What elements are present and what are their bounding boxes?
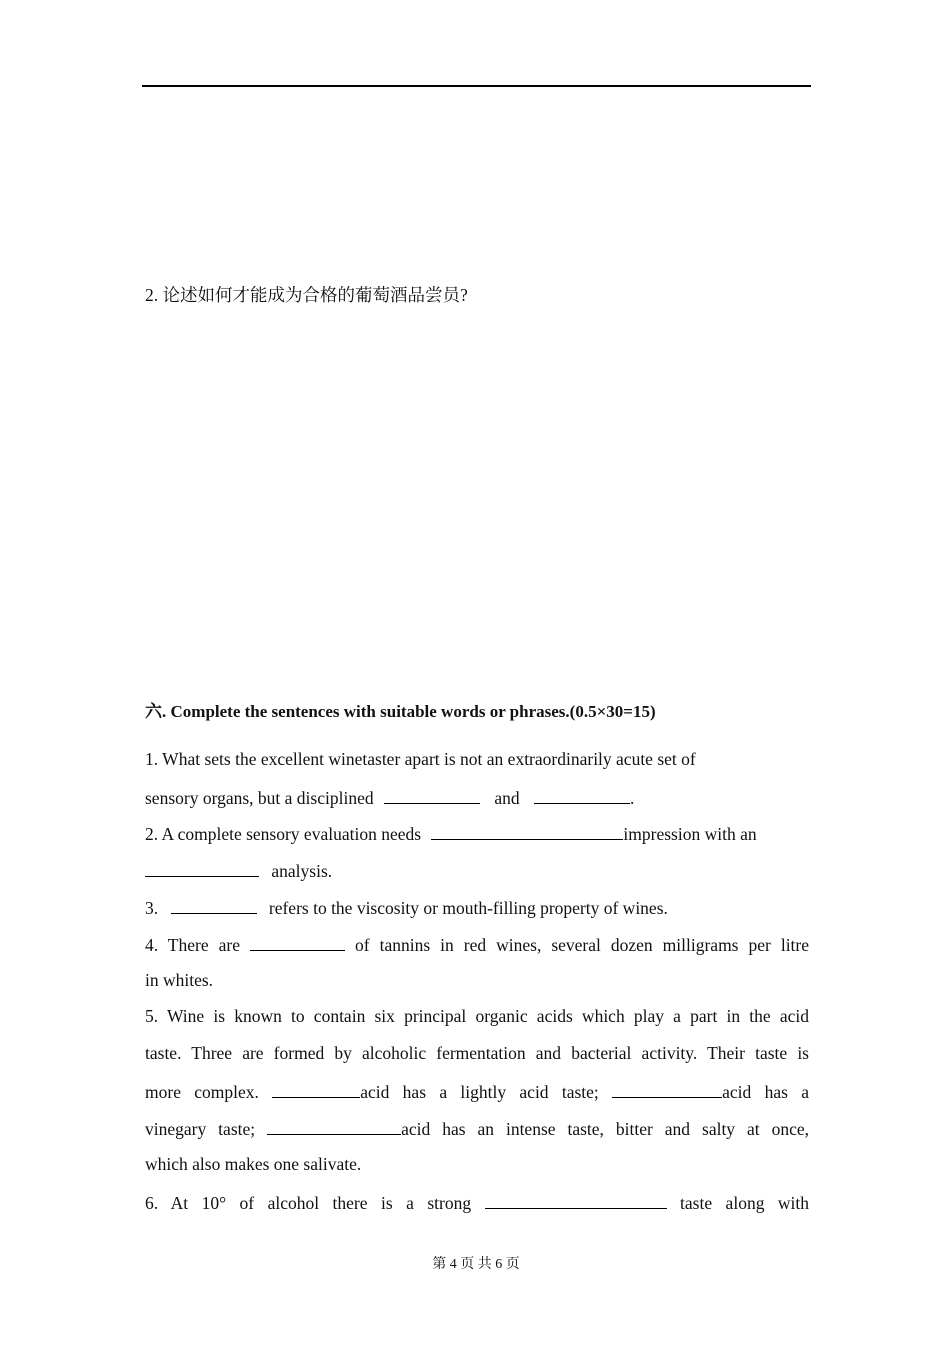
blank-3[interactable] [171,898,257,914]
sentence-1-text-b: and [494,788,520,808]
blank-5a[interactable] [272,1082,360,1098]
question-2: 2. 论述如何才能成为合格的葡萄酒品尝员? [145,285,468,305]
sentence-5-line-2: taste. Three are formed by alcoholic fermentation and bacterial activity. Their taste is [145,1043,809,1063]
section-6-heading: 六. Complete the sentences with suitable words or phrases.(0.5×30=15) [145,702,656,721]
sentence-1-text-a: sensory organs, but a disciplined [145,788,374,808]
header-rule [142,85,811,87]
sentence-5-text-d: vinegary taste; [145,1119,256,1139]
sentence-4-text-a: 4. There are [145,935,240,955]
blank-1b[interactable] [534,788,630,804]
sentence-2-text-b: impression with an [623,824,757,844]
sentence-1-text-c: . [630,788,635,808]
sentence-2-text-a: 2. A complete sensory evaluation needs [145,824,422,844]
sentence-2-line-1 [145,824,757,844]
blank-2a[interactable] [431,824,623,840]
sentence-1-line-1: 1. What sets the excellent winetaster apart is not an extraordinarily acute set of [145,749,696,769]
sentence-2-text-c: analysis. [271,861,333,881]
sentence-5-text-c: acid has a [722,1082,809,1102]
sentence-4-line-1 [145,935,809,955]
sentence-2-line-2 [145,861,332,881]
blank-5b[interactable] [612,1082,722,1098]
sentence-4-text-b: of tannins in red wines, several dozen milligrams per litre [355,935,810,955]
sentence-5-text-b: acid has a lightly acid taste; [360,1082,599,1102]
sentence-5-line-5: which also makes one salivate. [145,1154,362,1174]
blank-1a[interactable] [384,788,480,804]
sentence-3-text-b: refers to the viscosity or mouth-filling property of wines. [268,898,668,918]
sentence-6-text-a: 6. At 10° of alcohol there is a strong [145,1193,472,1213]
blank-6[interactable] [485,1193,667,1209]
sentence-5-line-1: 5. Wine is known to contain six principal organic acids which play a part in the acid [145,1006,809,1026]
sentence-5-line-4 [145,1119,809,1139]
sentence-4-line-2: in whites. [145,970,214,990]
blank-2b[interactable] [145,861,259,877]
sentence-5-text-a: more complex. [145,1082,259,1102]
sentence-5-line-3 [145,1082,809,1102]
sentence-6-line-1 [145,1193,809,1213]
sentence-3-text-a: 3. [145,898,159,918]
sentence-1-line-2 [145,788,634,808]
sentence-6-text-b: taste along with [680,1193,810,1213]
sentence-5-text-e: acid has an intense taste, bitter and salty at once, [401,1119,810,1139]
blank-5c[interactable] [267,1119,401,1135]
blank-4[interactable] [250,935,345,951]
page-footer: 第 4 页 共 6 页 [432,1257,520,1272]
sentence-3 [145,898,668,918]
